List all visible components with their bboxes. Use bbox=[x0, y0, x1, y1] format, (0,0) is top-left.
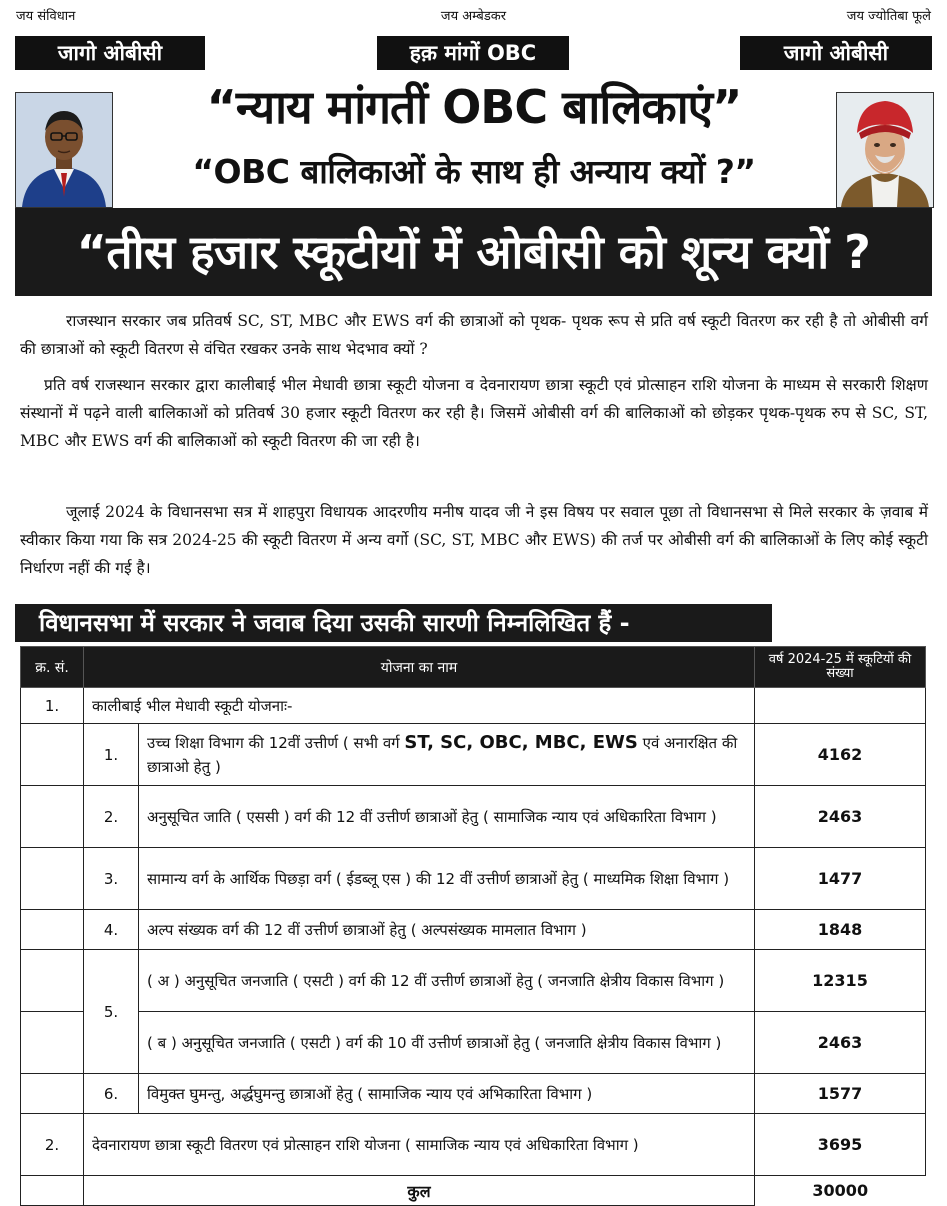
row3-desc: सामान्य वर्ग के आर्थिक पिछड़ा वर्ग ( ईडब्लू एस ) की 12 वीं उत्तीर्ण छात्राओं हेतु ( माध्यमिक शिक्षा विभाग ) bbox=[139, 848, 755, 910]
scheme1-count bbox=[755, 688, 926, 724]
row6-desc: विमुक्त घुमन्तु, अर्द्धघुमन्तु छात्राओं हेतु ( सामाजिक न्याय एवं अभिकारिता विभाग ) bbox=[139, 1074, 755, 1114]
table-row bbox=[21, 1114, 926, 1176]
row1-text-b: एवं अनारक्षित की छात्राओ हेतु ) bbox=[147, 733, 738, 776]
row1-desc bbox=[139, 724, 755, 786]
phule-portrait-illustration bbox=[837, 93, 933, 207]
row4-desc: अल्प संख्यक वर्ग की 12 वीं उत्तीर्ण छात्राओं हेतु ( अल्पसंख्यक मामलात विभाग ) bbox=[139, 910, 755, 950]
section-title: विधानसभा में सरकार ने जवाब दिया उसकी सारणी निम्नलिखित हैं - bbox=[15, 604, 772, 642]
empty-cell bbox=[21, 1176, 84, 1206]
paragraph-2-text: प्रति वर्ष राजस्थान सरकार द्वारा कालीबाई भील मेधावी छात्रा स्कूटी योजना व देवनारायण छात्रा स्कूटी एवं प्रोत्साहन राशि योजना के माध्यम से सरकारी शिक्षण संस्थानों में पढ़ने वाली बालिकाओं को प्रतिवर्ष 30 हजार स्कूटी वितरण कर रही है। जिसमें ओबीसी वर्ग की बालिकाओं को छोड़कर पृथक-पृथक रुप से SC, ST, MBC और EWS वर्ग की बालिकाओं को स्कूटी वितरण की जा रही है। bbox=[20, 376, 928, 450]
row3-serial: 3. bbox=[84, 848, 139, 910]
scooty-table bbox=[20, 646, 926, 1206]
empty-cell bbox=[21, 1012, 84, 1074]
ambedkar-portrait bbox=[15, 92, 113, 208]
table-row bbox=[21, 910, 926, 950]
row5-serial: 5. bbox=[84, 950, 139, 1074]
center-slogan: जय अम्बेडकर bbox=[440, 9, 507, 24]
row1-count: 4162 bbox=[755, 724, 926, 786]
total-row bbox=[21, 1176, 926, 1206]
table-row bbox=[21, 786, 926, 848]
header-serial: क्र. सं. bbox=[21, 647, 84, 688]
left-slogan: जय संविधान bbox=[16, 9, 76, 24]
row5a-count: 12315 bbox=[755, 950, 926, 1012]
main-title: “न्याय मांगतीं OBC बालिकाएं” bbox=[206, 80, 742, 134]
row2-serial: 2. bbox=[84, 786, 139, 848]
paragraph-1 bbox=[20, 307, 928, 363]
paragraph-1-text: राजस्थान सरकार जब प्रतिवर्ष SC, ST, MBC और EWS वर्ग की छात्राओं को पृथक- पृथक रूप से प्रति वर्ष स्कूटी वितरण कर रही है तो ओबीसी वर्ग की छात्राओं को स्कूटी वितरण से वंचित रखकर उनके साथ भेदभाव क्यों ? bbox=[20, 312, 928, 358]
row1-categories: ST, SC, OBC, MBC, EWS bbox=[404, 731, 638, 753]
empty-cell bbox=[21, 786, 84, 848]
table-row bbox=[21, 724, 926, 786]
row5a-desc: ( अ ) अनुसूचित जनजाति ( एसटी ) वर्ग की 12 वीं उत्तीर्ण छात्राओं हेतु ( जनजाति क्षेत्रीय विकास विभाग ) bbox=[139, 950, 755, 1012]
empty-cell bbox=[21, 950, 84, 1012]
row6-count: 1577 bbox=[755, 1074, 926, 1114]
empty-cell bbox=[21, 910, 84, 950]
total-label: कुल bbox=[84, 1176, 755, 1206]
empty-cell bbox=[21, 1074, 84, 1114]
headline-banner: “तीस हजार स्कूटीयों में ओबीसी को शून्य क्यों ? bbox=[15, 208, 932, 296]
right-slogan: जय ज्योतिबा फूले bbox=[846, 9, 931, 24]
row1-serial: 1. bbox=[84, 724, 139, 786]
empty-cell bbox=[21, 724, 84, 786]
scheme2-count: 3695 bbox=[755, 1114, 926, 1176]
paragraph-3-text: जूलाई 2024 के विधानसभा सत्र में शाहपुरा विधायक आदरणीय मनीष यादव जी ने इस विषय पर सवाल पूछा तो विधानसभा से मिले सरकार के ज़वाब में स्वीकार किया गया कि सत्र 2024-25 की स्कूटी वितरण में अन्य वर्गो (SC, ST, MBC और EWS) की तर्ज पर ओबीसी वर्ग की बालिकाओं के लिए कोई स्कूटी निर्धारण नहीं की गई है। bbox=[20, 503, 928, 577]
row4-count: 1848 bbox=[755, 910, 926, 950]
empty-cell bbox=[21, 848, 84, 910]
ambedkar-portrait-illustration bbox=[16, 93, 112, 207]
header-scheme-name: योजना का नाम bbox=[84, 647, 755, 688]
table-row bbox=[21, 1074, 926, 1114]
table-row bbox=[21, 950, 926, 1012]
row3-count: 1477 bbox=[755, 848, 926, 910]
scheme2-serial: 2. bbox=[21, 1114, 84, 1176]
table-row bbox=[21, 688, 926, 724]
table-row bbox=[21, 1012, 926, 1074]
row5b-desc: ( ब ) अनुसूचित जनजाति ( एसटी ) वर्ग की 10 वीं उत्तीर्ण छात्राओं हेतु ( जनजाति क्षेत्रीय विकास विभाग ) bbox=[139, 1012, 755, 1074]
row2-count: 2463 bbox=[755, 786, 926, 848]
left-badge: जागो ओबीसी bbox=[15, 36, 205, 70]
row6-serial: 6. bbox=[84, 1074, 139, 1114]
phule-portrait bbox=[836, 92, 934, 208]
paragraph-3 bbox=[20, 498, 928, 582]
paragraph-2 bbox=[20, 371, 928, 455]
table-header-row bbox=[21, 647, 926, 688]
right-badge: जागो ओबीसी bbox=[740, 36, 932, 70]
scheme1-name: कालीबाई भील मेधावी स्कूटी योजनाः- bbox=[84, 688, 755, 724]
table-row bbox=[21, 848, 926, 910]
sub-title: “OBC बालिकाओं के साथ ही अन्याय क्यों ?” bbox=[192, 152, 756, 191]
center-badge: हक़ मांगों OBC bbox=[377, 36, 569, 70]
scheme2-desc: देवनारायण छात्रा स्कूटी वितरण एवं प्रोत्साहन राशि योजना ( सामाजिक न्याय एवं अधिकारिता विभाग ) bbox=[84, 1114, 755, 1176]
row5b-count: 2463 bbox=[755, 1012, 926, 1074]
row1-text-a: उच्च शिक्षा विभाग की 12वीं उत्तीर्ण ( सभी वर्ग bbox=[147, 733, 400, 752]
row2-desc: अनुसूचित जाति ( एससी ) वर्ग की 12 वीं उत्तीर्ण छात्राओं हेतु ( सामाजिक न्याय एवं अधिकारिता विभाग ) bbox=[139, 786, 755, 848]
header-count: वर्ष 2024-25 में स्कूटियों की संख्या bbox=[755, 647, 926, 688]
scheme1-serial: 1. bbox=[21, 688, 84, 724]
row4-serial: 4. bbox=[84, 910, 139, 950]
total-count: 30000 bbox=[812, 1181, 869, 1201]
